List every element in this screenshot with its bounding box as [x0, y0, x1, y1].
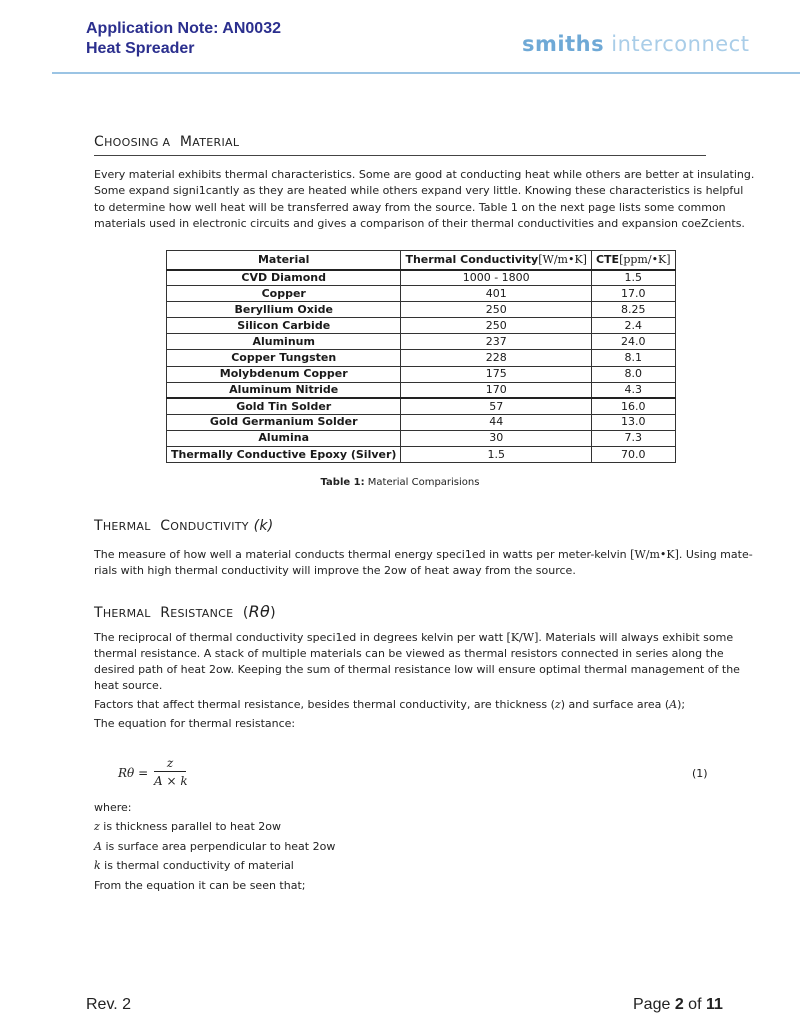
equation-fraction	[154, 755, 186, 788]
column-header-conductivity: Thermal Conductivity[W/m•K]	[401, 251, 592, 270]
conductivity-unit: [W/m•K]	[538, 252, 587, 266]
cell-cte: 2.4	[591, 318, 675, 334]
section-heading-choosing-material: CHOOSING A MATERIAL	[94, 134, 240, 150]
cell-cte: 70.0	[591, 447, 675, 463]
cell-material: Thermally Conductive Epoxy (Silver)	[167, 447, 401, 463]
cell-material: Gold Tin Solder	[167, 398, 401, 414]
table-row	[167, 382, 676, 398]
cell-cte: 7.3	[591, 430, 675, 446]
conclusion-line: From the equation it can be seen that;	[94, 879, 306, 892]
table-row	[167, 414, 676, 430]
document-title	[86, 19, 281, 59]
cell-conductivity: 30	[401, 430, 592, 446]
table-caption: Table 1: Material Comparisions	[320, 477, 480, 488]
resistance-factors-line: Factors that affect thermal resistance, besides thermal conductivity, are thickness (z) and surface area (A);	[94, 698, 686, 711]
resistance-definition-line-1: The reciprocal of thermal conductivity speci1ed in degrees kelvin per watt [K/W]. Materials will always exhibit some	[94, 631, 734, 644]
definition-k: k is thermal conductivity of material	[94, 859, 294, 872]
revision-label: Rev. 2	[86, 996, 132, 1013]
logo-word-light: interconnect	[611, 32, 750, 56]
cell-conductivity: 250	[401, 318, 592, 334]
equation-numerator: z	[166, 756, 174, 770]
cell-cte: 17.0	[591, 286, 675, 302]
material-intro-paragraph: Every material exhibits thermal characteristics. Some are good at conducting heat while others are better at insulating. Some expand signi1cantly as they are heated while others expand very little. Knowing these characteristics is helpful to determine how well heat will be transferred away from the source. Table 1 on the next page lists some common materials used in electronic circuits and gives a comparison of their thermal conductivities and expansion coeZcients.	[94, 168, 755, 230]
cell-conductivity: 1.5	[401, 447, 592, 463]
conductivity-unit-inline: [W/m•K]	[630, 548, 679, 561]
table-row	[167, 430, 676, 446]
cell-cte: 16.0	[591, 398, 675, 414]
cell-conductivity: 1000 - 1800	[401, 270, 592, 286]
table-row	[167, 302, 676, 318]
cte-unit: [ppm/•K]	[619, 252, 671, 266]
cell-material: Silicon Carbide	[167, 318, 401, 334]
conductivity-definition-line-2: rials with high thermal conductivity will improve the 2ow of heat away from the source.	[94, 564, 576, 577]
table-header-row	[167, 251, 676, 270]
app-note-subject: Heat Spreader	[86, 40, 195, 57]
cell-cte: 8.0	[591, 366, 675, 382]
cell-conductivity: 57	[401, 398, 592, 414]
column-header-material: Material	[167, 251, 401, 270]
section-heading-thermal-conductivity: THERMAL CONDUCTIVITY (k)	[94, 518, 274, 534]
conductivity-definition-line-1: The measure of how well a material conducts thermal energy speci1ed in watts per meter-kelvin [W/m•K]. Using mate-	[94, 548, 753, 561]
header-divider	[52, 72, 800, 74]
cell-material: Gold Germanium Solder	[167, 414, 401, 430]
cell-cte: 8.25	[591, 302, 675, 318]
cell-conductivity: 250	[401, 302, 592, 318]
table-body	[167, 270, 676, 463]
section-heading-rule	[94, 155, 706, 156]
definition-z: z is thickness parallel to heat 2ow	[94, 820, 282, 833]
column-header-cte: CTE[ppm/•K]	[591, 251, 675, 270]
material-comparison-table	[166, 250, 676, 463]
company-logo	[522, 32, 749, 56]
table-row	[167, 318, 676, 334]
cell-material: Beryllium Oxide	[167, 302, 401, 318]
cell-cte: 24.0	[591, 334, 675, 350]
equation-denominator: A × k	[154, 774, 188, 788]
cell-material: Alumina	[167, 430, 401, 446]
cell-conductivity: 237	[401, 334, 592, 350]
equation-lhs: Rθ =	[118, 766, 149, 780]
cell-conductivity: 44	[401, 414, 592, 430]
resistance-definition-line-4: heat source.	[94, 679, 163, 692]
definition-a: A is surface area perpendicular to heat 2ow	[94, 840, 336, 853]
cell-conductivity: 170	[401, 382, 592, 398]
cell-material: Molybdenum Copper	[167, 366, 401, 382]
cell-material: CVD Diamond	[167, 270, 401, 286]
table-row	[167, 270, 676, 286]
cell-cte: 8.1	[591, 350, 675, 366]
logo-word-bold: smiths	[522, 32, 605, 56]
table-row	[167, 286, 676, 302]
cell-cte: 13.0	[591, 414, 675, 430]
cell-material: Copper	[167, 286, 401, 302]
equation-number: (1)	[692, 767, 708, 780]
table-row	[167, 447, 676, 463]
page-number: Page 2 of 11	[633, 996, 723, 1013]
cell-material: Aluminum	[167, 334, 401, 350]
table-row	[167, 366, 676, 382]
cell-conductivity: 401	[401, 286, 592, 302]
resistance-symbol: Rθ	[248, 602, 271, 621]
equation-intro: The equation for thermal resistance:	[94, 717, 296, 730]
app-note-number: Application Note: AN0032	[86, 20, 281, 37]
cell-material: Aluminum Nitride	[167, 382, 401, 398]
cell-material: Copper Tungsten	[167, 350, 401, 366]
cell-cte: 1.5	[591, 270, 675, 286]
table-row	[167, 398, 676, 414]
cell-conductivity: 175	[401, 366, 592, 382]
resistance-definition-line-2: thermal resistance. A stack of multiple materials can be viewed as thermal resistors connected in series along the	[94, 647, 724, 660]
conductivity-symbol: (k)	[253, 518, 274, 534]
resistance-definition-line-3: desired path of heat 2ow. Keeping the sum of thermal resistance low will ensure optimal thermal management of the	[94, 663, 740, 676]
table-row	[167, 350, 676, 366]
where-label: where:	[94, 801, 132, 814]
cell-conductivity: 228	[401, 350, 592, 366]
resistance-unit-inline: [K/W]	[506, 631, 539, 644]
section-heading-thermal-resistance: THERMAL RESISTANCE (Rθ)	[94, 602, 276, 621]
table-row	[167, 334, 676, 350]
cell-cte: 4.3	[591, 382, 675, 398]
